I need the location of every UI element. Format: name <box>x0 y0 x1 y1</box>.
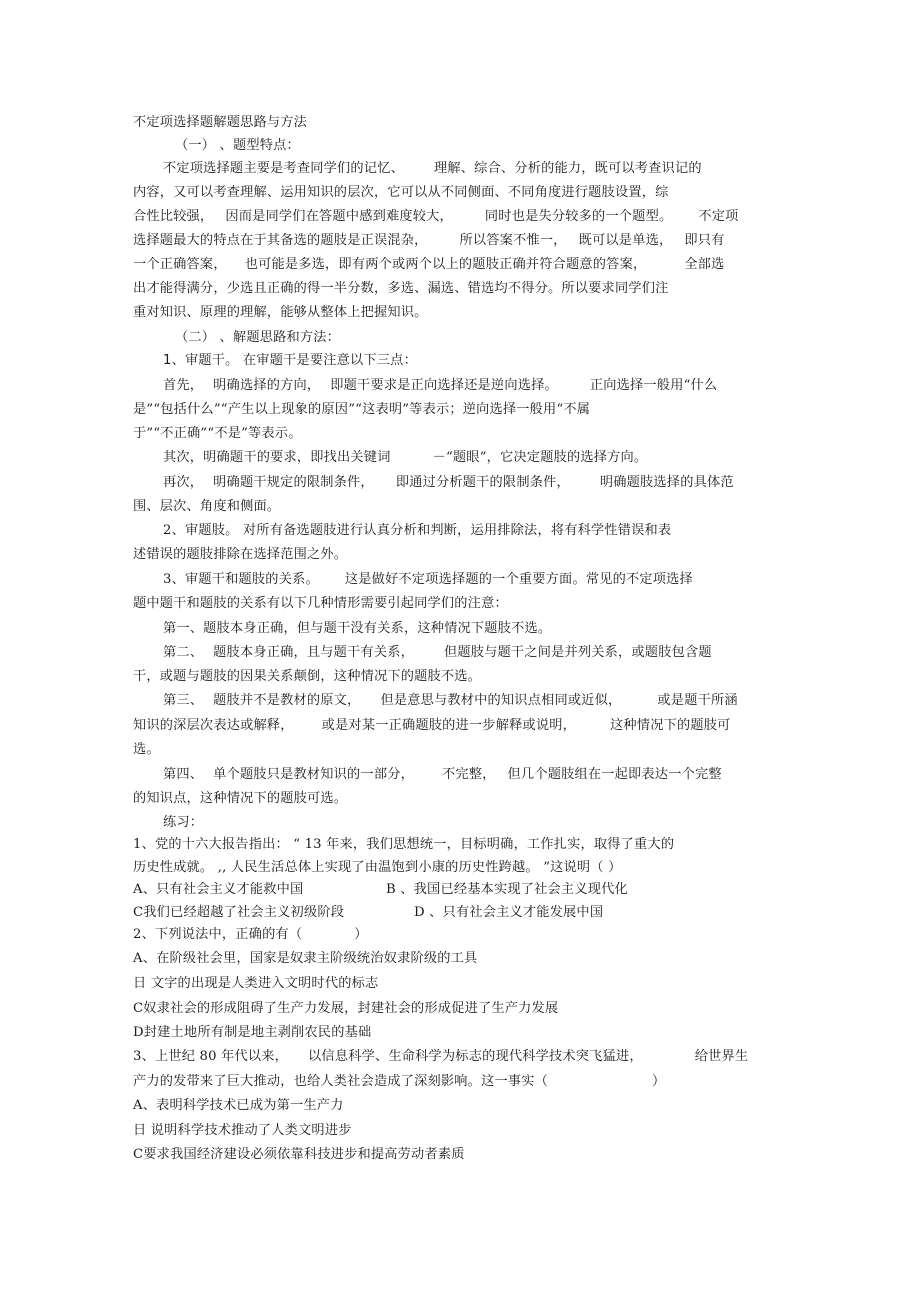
question-3-option-a: A、表明科学技术已成为第一生产力 <box>133 1098 344 1113</box>
paragraph-line: 不定项选择题主要是考查同学们的记忆、 理解、综合、分析的能力，既可以考查识记的 <box>163 161 702 176</box>
paragraph-line: 其次，明确题干的要求，即找出关键词 －“题眼”，它决定题肢的选择方向。 <box>163 450 648 465</box>
step-heading-2: 2、审题肢。 对所有备选题肢进行认真分析和判断，运用排除法，将有科学性错误和表 <box>163 523 672 538</box>
case-4: 第四、 单个题肢只是教材知识的一部分， 不完整， 但几个题肢组在一起即表达一个完整 <box>163 767 722 782</box>
paragraph-line: 再次， 明确题干规定的限制条件， 即通过分析题干的限制条件， 明确题肢选择的具体范 <box>163 475 734 490</box>
paragraph-line: 于”“不正确”“不是”等表示。 <box>133 426 302 441</box>
paragraph-line: 出才能得满分，少选且正确的得一半分数，多选、漏选、错选均不得分。所以要求同学们注 <box>133 281 669 296</box>
question-1-option-c: C我们已经超越了社会主义初级阶段 <box>133 905 345 920</box>
step-heading-3: 3、审题干和题肢的关系。 这是做好不定项选择题的一个重要方面。常见的不定项选择 <box>163 572 693 587</box>
step-heading-1: 1、审题干。 在审题干是要注意以下三点： <box>163 353 417 368</box>
question-2-option-d: D封建土地所有制是地主剥削农民的基础 <box>133 1025 372 1040</box>
paragraph-line: 是”“包括什么”“产生以上现象的原因”“这表明”等表示；逆向选择一般用“不属 <box>133 402 591 417</box>
question-2-option-c: C奴隶社会的形成阻碍了生产力发展，封建社会的形成促进了生产力发展 <box>133 1001 559 1016</box>
paragraph-line: 选。 <box>133 742 160 757</box>
question-2-option-b: 日 文字的出现是人类进入文明时代的标志 <box>133 976 379 991</box>
paragraph-line: 干，或题与题肢的因果关系颠倒，这种情况下的题肢不选。 <box>133 669 482 684</box>
question-3-option-b: 日 说明科学技术推动了人类文明进步 <box>133 1123 352 1138</box>
paragraph-line: 重对知识、原理的理解，能够从整体上把握知识。 <box>133 305 428 320</box>
case-1: 第一、题肢本身正确，但与题干没有关系，这种情况下题肢不选。 <box>163 621 552 636</box>
question-2-option-a: A、在阶级社会里，国家是奴隶主阶级统治奴隶阶级的工具 <box>133 951 478 966</box>
question-3-option-c: C要求我国经济建设必须依靠科技进步和提高劳动者素质 <box>133 1147 465 1162</box>
question-1-option-d: D 、只有社会主义才能发展中国 <box>414 905 604 920</box>
paragraph-line: 一个正确答案， 也可能是多选，即有两个或两个以上的题肢正确并符合题意的答案， 全部选 <box>133 257 725 272</box>
paragraph-line: 知识的深层次表达或解释， 或是对某一正确题肢的进一步解释或说明， 这种情况下的题肢可 <box>133 718 731 733</box>
paragraph-line: 首先， 明确选择的方向， 即题干要求是正向选择还是逆向选择。 正向选择一般用“什么 <box>163 378 718 393</box>
paragraph-line: 内容，又可以考查理解、运用知识的层次，它可以从不同侧面、不同角度进行题肢设置，综 <box>133 185 669 200</box>
paragraph-line: 选择题最大的特点在于其备选的题肢是正误混杂， 所以答案不惟一， 既可以是单选， 即只有 <box>133 233 725 248</box>
section-heading-2: （二） 、解题思路和方法： <box>175 330 341 345</box>
question-3-stem: 3、上世纪 80 年代以来， 以信息科学、生命科学为标志的现代科学技术突飞猛进， 给世界生 <box>133 1049 749 1064</box>
paragraph-line: 述错误的题肢排除在选择范围之外。 <box>133 547 348 562</box>
question-3-stem: 产力的发带来了巨大推动，也给人类社会造成了深刻影响。这一事实（ ） <box>133 1074 666 1089</box>
section-heading-1: （一） 、题型特点： <box>175 138 300 153</box>
case-3: 第三、 题肢并不是教材的原文， 但是意思与教材中的知识点相同或近似， 或是题干所涵 <box>163 693 738 708</box>
question-2-stem: 2、下列说法中，正确的有（ ） <box>133 927 368 942</box>
question-1-option-a: A、只有社会主义才能救中国 <box>133 882 304 897</box>
case-2: 第二、 题肢本身正确，且与题干有关系， 但题肢与题干之间是并列关系，或题肢包含题 <box>163 645 712 660</box>
paragraph-line: 的知识点，这种情况下的题肢可选。 <box>133 791 348 806</box>
question-1-stem: 1、党的十六大报告指出： “ 13 年来，我们思想统一，目标明确，工作扎实，取得了重大的 <box>133 837 675 852</box>
paragraph-line: 围、层次、角度和侧面。 <box>133 499 281 514</box>
document-title: 不定项选择题解题思路与方法 <box>133 115 308 130</box>
paragraph-line: 合性比较强， 因而是同学们在答题中感到难度较大， 同时也是失分较多的一个题型。 不定项 <box>133 209 739 224</box>
question-1-option-b: B 、我国已经基本实现了社会主义现代化 <box>386 882 628 897</box>
question-1-stem: 历史性成就。 ,, 人民生活总体上实现了由温饱到小康的历史性跨越。 ”这说明（ ） <box>133 860 622 875</box>
paragraph-line: 题中题干和题肢的关系有以下几种情形需要引起同学们的注意： <box>133 596 508 611</box>
practice-heading: 练习： <box>163 815 204 830</box>
